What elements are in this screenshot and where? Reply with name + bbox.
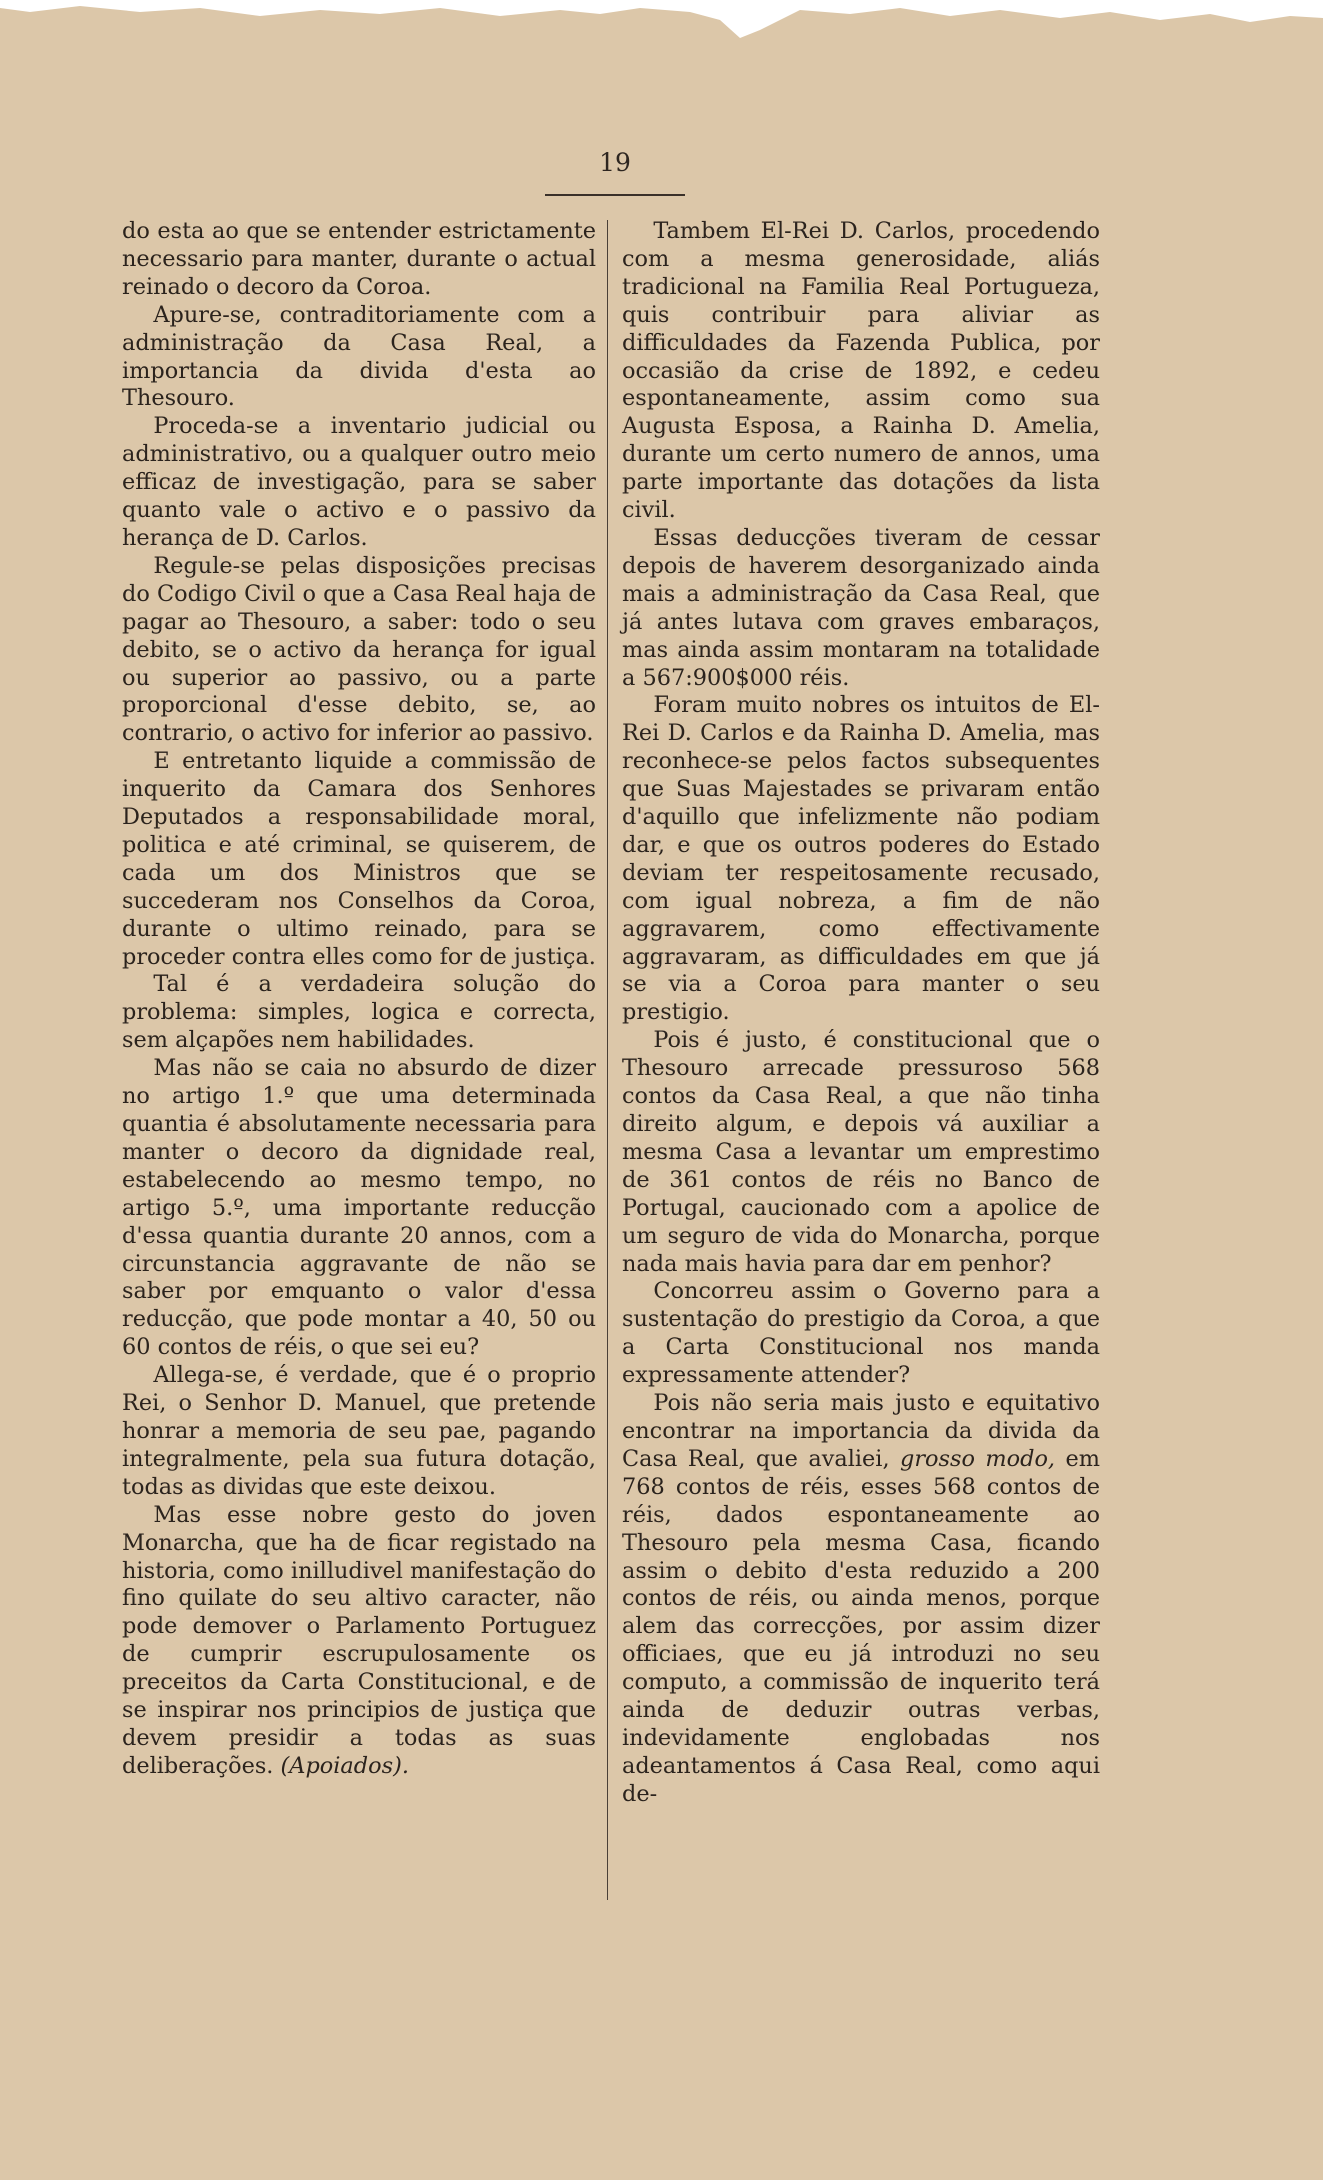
paragraph	[122, 1502, 596, 1781]
right-column	[622, 218, 1100, 1809]
paragraph: Regule-se pelas disposições precisas do Codigo Civil o que a Casa Real haja de pagar ao Thesouro, a saber: todo o seu debito, se o activo da herança for igual ou superior ao passivo, ou a parte proporcional d'esse debito, se, ao contrario, o activo for inferior ao passivo.	[122, 552, 596, 747]
paragraph: Allega-se, é verdade, que é o proprio Rei, o Senhor D. Manuel, que pretende honrar a memoria de seu pae, pagando integralmente, pela sua futura dotação, todas as dividas que este deixou.	[122, 1362, 596, 1500]
torn-top-edge	[0, 0, 1323, 40]
left-column	[122, 218, 596, 1781]
paragraph: E entretanto liquide a commissão de inquerito da Camara dos Senhores Deputados a responsabilidade moral, politica e até criminal, se quiserem, de cada um dos Ministros que se succederam nos Conselhos da Coroa, durante o ultimo reinado, para se proceder contra elles como for de justiça.	[122, 748, 596, 970]
latin-phrase: grosso modo,	[900, 1445, 1056, 1472]
paragraph: Essas deducções tiveram de cessar depois de haverem desorganizado ainda mais a administração da Casa Real, que já antes lutava com graves embaraços, mas ainda assim montaram na totalidade a 567:900$000 réis.	[622, 524, 1100, 691]
applause-note: (Apoiados).	[280, 1752, 409, 1779]
paragraph	[622, 1390, 1100, 1809]
paragraph-text: em 768 contos de réis, esses 568 contos de réis, dados espontaneamente ao Thesouro pela mesma Casa, ficando assim o debito d'esta reduzido a 200 contos de réis, ou ainda menos, porque alem das correcções, por assim dizer officiaes, que eu já introduzi no seu computo, a commissão de inquerito terá ainda de deduzir outras verbas, indevidamente englobadas nos adeantamentos á Casa Real, como aqui de-	[622, 1445, 1100, 1807]
page-number: 19	[599, 148, 631, 177]
paragraph: Proceda-se a inventario judicial ou administrativo, ou a qualquer outro meio efficaz de investigação, para se saber quanto vale o activo e o passivo da herança de D. Carlos.	[122, 413, 596, 551]
paragraph: Mas não se caia no absurdo de dizer no artigo 1.º que uma determinada quantia é absolutamente necessaria para manter o decoro da dignidade real, estabelecendo ao mesmo tempo, no artigo 5.º, uma importante reducção d'essa quantia durante 20 annos, com a circunstancia aggravante de não se saber por emquanto o valor d'essa reducção, que pode montar a 40, 50 ou 60 contos de réis, o que sei eu?	[122, 1055, 596, 1361]
column-divider	[607, 220, 608, 1900]
paragraph-text: Mas esse nobre gesto do joven Monarcha, que ha de ficar registado na historia, como inilludivel manifestação do fino quilate do seu altivo caracter, não pode demover o Parlamento Portuguez de cumprir escrupulosamente os preceitos da Carta Constitucional, e de se inspirar nos principios de justiça que devem presidir a todas as suas deliberações.	[122, 1501, 596, 1779]
paragraph: Tambem El-Rei D. Carlos, procedendo com a mesma generosidade, aliás tradicional na Familia Real Portugueza, quis contribuir para aliviar as difficuldades da Fazenda Publica, por occasião da crise de 1892, e cedeu espontaneamente, assim como sua Augusta Esposa, a Rainha D. Amelia, durante um certo numero de annos, uma parte importante das dotações da lista civil.	[622, 218, 1100, 524]
paragraph-text: Pois não seria mais justo e equitativo encontrar na importancia da divida da Casa Real, que avaliei,	[622, 1390, 1100, 1472]
paragraph: Apure-se, contraditoriamente com a administração da Casa Real, a importancia da divida d'esta ao Thesouro.	[122, 301, 596, 412]
header-rule	[545, 194, 685, 196]
paragraph: Tal é a verdadeira solução do problema: simples, logica e correcta, sem alçapões nem habilidades.	[122, 971, 596, 1054]
paragraph: do esta ao que se entender estrictamente necessario para manter, durante o actual reinado o decoro da Coroa.	[122, 218, 596, 300]
paragraph: Concorreu assim o Governo para a sustentação do prestigio da Coroa, a que a Carta Constitucional nos manda expressamente attender?	[622, 1278, 1100, 1389]
paragraph: Pois é justo, é constitucional que o Thesouro arrecade pressuroso 568 contos da Casa Real, a que não tinha direito algum, e depois vá auxiliar a mesma Casa a levantar um emprestimo de 361 contos de réis no Banco de Portugal, caucionado com a apolice de um seguro de vida do Monarcha, porque nada mais havia para dar em penhor?	[622, 1027, 1100, 1277]
paragraph: Foram muito nobres os intuitos de El-Rei D. Carlos e da Rainha D. Amelia, mas reconhece-se pelos factos subsequentes que Suas Majestades se privaram então d'aquillo que infelizmente não podiam dar, e que os outros poderes do Estado deviam ter respeitosamente recusado, com igual nobreza, a fim de não aggravarem, como effectivamente aggravaram, as difficuldades em que já se via a Coroa para manter o seu prestigio.	[622, 692, 1100, 1026]
